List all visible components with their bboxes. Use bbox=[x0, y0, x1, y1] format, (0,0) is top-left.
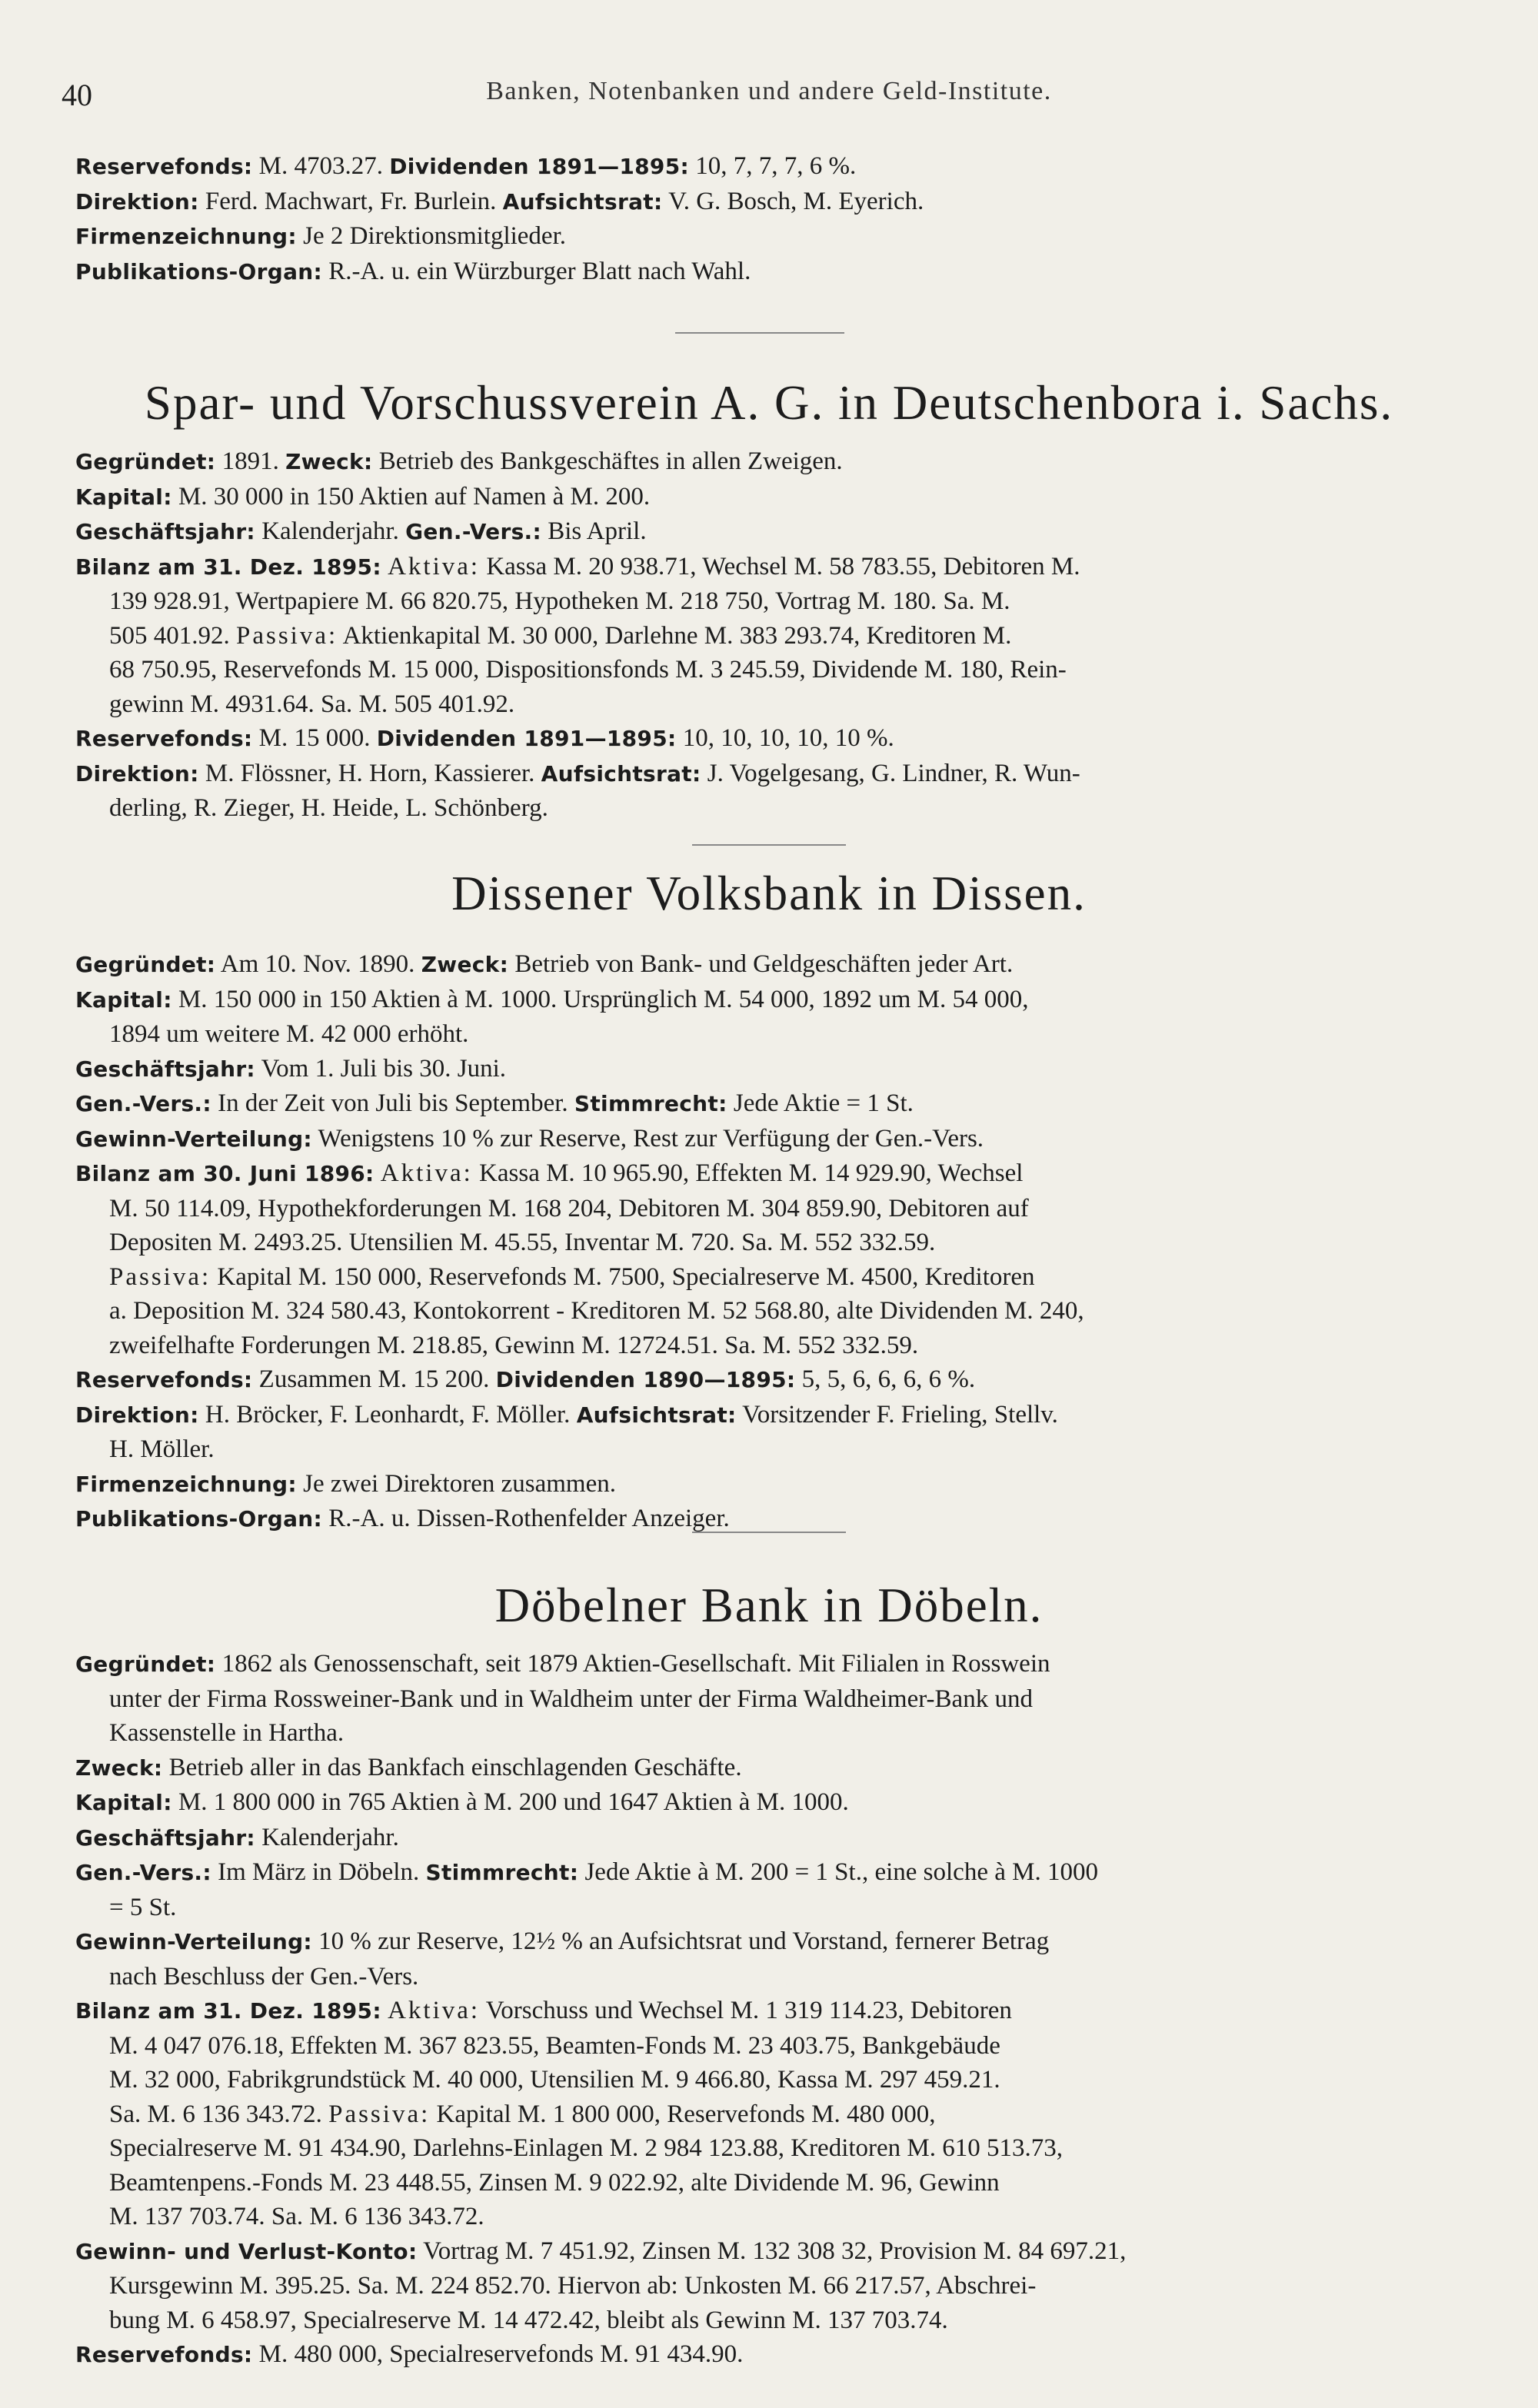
text-line bbox=[75, 1052, 1433, 1087]
entry-label: Gewinn-Verteilung: bbox=[75, 1126, 312, 1152]
text-line bbox=[75, 983, 1433, 1018]
entry-label: Publikations-Organ: bbox=[75, 258, 323, 284]
text-line bbox=[75, 947, 1433, 983]
entry-label: Zweck: bbox=[285, 449, 373, 474]
text-line bbox=[75, 1086, 1433, 1122]
text-line bbox=[75, 1891, 1433, 1925]
text-line bbox=[75, 1260, 1433, 1295]
text-line bbox=[75, 1682, 1433, 1717]
entry-label: Bilanz am 30. Juni 1896: bbox=[75, 1161, 375, 1186]
text-line bbox=[75, 687, 1433, 722]
entry-label: Aufsichtsrat: bbox=[576, 1402, 737, 1428]
balance-side-label: Passiva: bbox=[328, 2100, 431, 2128]
entry-text: Betrieb von Bank- und Geldgeschäften jeder Art. bbox=[508, 950, 1014, 978]
section-body bbox=[75, 947, 1433, 1537]
entry-label: Geschäftsjahr: bbox=[75, 519, 255, 544]
entry-label: Stimmrecht: bbox=[425, 1860, 579, 1885]
text-line bbox=[75, 2200, 1433, 2234]
entry-label: Gen.-Vers.: bbox=[405, 519, 541, 544]
entry-text: 10, 10, 10, 10, 10 %. bbox=[676, 724, 894, 752]
text-line bbox=[75, 721, 1433, 757]
entry-text: M. 1 800 000 in 765 Aktien à M. 200 und 1647 Aktien à M. 1000. bbox=[171, 1788, 849, 1816]
text-line bbox=[75, 514, 1433, 550]
text-line bbox=[75, 2166, 1433, 2200]
entry-text: Kapital M. 1 800 000, Reservefonds M. 480 000, bbox=[430, 2100, 936, 2128]
section-title: Döbelner Bank in Döbeln. bbox=[494, 1578, 1044, 1632]
section-title: Spar- und Vorschussverein A. G. in Deutschenbora i. Sachs. bbox=[144, 376, 1394, 430]
entry-text: 5, 5, 6, 6, 6, 6 %. bbox=[795, 1365, 976, 1393]
entry-label: Zweck: bbox=[75, 1754, 163, 1781]
entry-text: Depositen M. 2493.25. Utensilien M. 45.55, Inventar M. 720. Sa. M. 552 332.59. bbox=[109, 1229, 936, 1256]
entry-label: Reservefonds: bbox=[75, 154, 253, 179]
entry-label: Publikations-Organ: bbox=[75, 1506, 323, 1532]
entry-text: M. 150 000 in 150 Aktien à M. 1000. Ursprünglich M. 54 000, 1892 um M. 54 000, bbox=[171, 985, 1029, 1013]
entry-text: H. Möller. bbox=[109, 1435, 215, 1463]
entry-text: Bis April. bbox=[541, 517, 647, 545]
section-title: Dissener Volksbank in Dissen. bbox=[451, 866, 1087, 920]
entry-text: Vorschuss und Wechsel M. 1 319 114.23, Debitoren bbox=[480, 1997, 1012, 2024]
text-line bbox=[75, 1017, 1433, 1052]
entry-text: Sa. M. 6 136 343.72. bbox=[109, 2100, 329, 2128]
text-line bbox=[75, 1294, 1433, 1329]
entry-label: Bilanz am 31. Dez. 1895: bbox=[75, 554, 381, 580]
entry-text: V. G. Bosch, M. Eyerich. bbox=[662, 187, 924, 215]
text-line bbox=[75, 2234, 1433, 2270]
entry-text: bung M. 6 458.97, Specialreserve M. 14 472.42, bleibt als Gewinn M. 137 703.74. bbox=[109, 2306, 948, 2334]
entry-label: Gegründet: bbox=[75, 449, 216, 474]
text-line bbox=[75, 1855, 1433, 1891]
entry-label: Aufsichtsrat: bbox=[541, 760, 701, 787]
text-line bbox=[75, 1122, 1433, 1157]
text-line bbox=[75, 791, 1433, 826]
balance-side-label: Passiva: bbox=[109, 1262, 211, 1291]
entry-text: Kassa M. 10 965.90, Effekten M. 14 929.90, Wechsel bbox=[472, 1159, 1024, 1187]
entry-text: Betrieb des Bankgeschäftes in allen Zweigen. bbox=[372, 447, 843, 475]
page-number: 40 bbox=[62, 78, 92, 112]
text-line bbox=[75, 1432, 1433, 1467]
entry-text: = 5 St. bbox=[109, 1893, 177, 1921]
entry-text: Kalenderjahr. bbox=[255, 517, 406, 545]
entry-label: Gewinn- und Verlust-Konto: bbox=[75, 2238, 418, 2264]
entry-text: Zusammen M. 15 200. bbox=[252, 1365, 496, 1393]
entry-label: Dividenden 1890—1895: bbox=[495, 1367, 796, 1392]
entry-text: 68 750.95, Reservefonds M. 15 000, Dispositionsfonds M. 3 245.59, Dividende M. 180, Rein- bbox=[109, 656, 1067, 683]
top-entry-block bbox=[75, 149, 1433, 289]
entry-label: Gegründet: bbox=[75, 1651, 216, 1677]
text-line bbox=[75, 2337, 1433, 2373]
text-line bbox=[75, 550, 1433, 585]
entry-label: Bilanz am 31. Dez. 1895: bbox=[75, 1998, 381, 2024]
entry-text: a. Deposition M. 324 580.43, Kontokorrent - Kreditoren M. 52 568.80, alte Dividenden M. 240, bbox=[109, 1297, 1084, 1325]
divider-rule bbox=[692, 844, 846, 846]
text-line bbox=[75, 2269, 1433, 2303]
text-line bbox=[75, 1192, 1433, 1226]
divider-rule bbox=[675, 332, 844, 334]
running-title: Banken, Notenbanken und andere Geld-Institute. bbox=[486, 77, 1052, 105]
entry-text bbox=[381, 553, 388, 580]
entry-label: Gen.-Vers.: bbox=[75, 1860, 211, 1885]
entry-text: Je 2 Direktionsmitglieder. bbox=[296, 222, 566, 250]
entry-text: zweifelhafte Forderungen M. 218.85, Gewinn M. 12724.51. Sa. M. 552 332.59. bbox=[109, 1331, 919, 1359]
entry-text: Kursgewinn M. 395.25. Sa. M. 224 852.70. Hiervon ab: Unkosten M. 66 217.57, Abschrei- bbox=[109, 2272, 1037, 2300]
entry-text: nach Beschluss der Gen.-Vers. bbox=[109, 1962, 419, 1991]
entry-label: Direktion: bbox=[75, 760, 199, 787]
entry-label: Gewinn-Verteilung: bbox=[75, 1929, 312, 1954]
entry-label: Kapital: bbox=[75, 484, 172, 510]
entry-text: Vom 1. Juli bis 30. Juni. bbox=[255, 1054, 507, 1083]
entry-text: Jede Aktie à M. 200 = 1 St., eine solche à M. 1000 bbox=[578, 1858, 1098, 1886]
entry-text: unter der Firma Rossweiner-Bank und in Waldheim unter der Firma Waldheimer-Bank und bbox=[109, 1685, 1033, 1713]
entry-text: Kassenstelle in Hartha. bbox=[109, 1719, 345, 1747]
entry-text: Wenigstens 10 % zur Reserve, Rest zur Verfügung der Gen.-Vers. bbox=[311, 1124, 984, 1152]
text-line bbox=[75, 1329, 1433, 1363]
text-line bbox=[75, 1994, 1433, 2029]
text-line bbox=[75, 584, 1433, 619]
entry-text: Kalenderjahr. bbox=[255, 1823, 399, 1851]
text-line bbox=[75, 2303, 1433, 2338]
entry-label: Firmenzeichnung: bbox=[75, 224, 297, 249]
entry-text: Kapital M. 150 000, Reservefonds M. 7500, Specialreserve M. 4500, Kreditoren bbox=[211, 1262, 1035, 1291]
text-line bbox=[75, 1156, 1433, 1192]
entry-text: J. Vogelgesang, G. Lindner, R. Wun- bbox=[701, 759, 1080, 787]
entry-label: Firmenzeichnung: bbox=[75, 1471, 297, 1497]
entry-text: M. 32 000, Fabrikgrundstück M. 40 000, Utensilien M. 9 466.80, Kassa M. 297 459.21. bbox=[109, 2066, 1000, 2094]
entry-label: Direktion: bbox=[75, 188, 199, 215]
text-line bbox=[75, 1785, 1433, 1821]
entry-text: Am 10. Nov. 1890. bbox=[215, 950, 421, 978]
balance-side-label: Aktiva: bbox=[380, 1159, 473, 1187]
entry-text: Je zwei Direktoren zusammen. bbox=[296, 1469, 616, 1498]
text-line bbox=[75, 619, 1433, 654]
text-line bbox=[75, 1751, 1433, 1786]
text-line bbox=[75, 2029, 1433, 2064]
entry-text: 1894 um weitere M. 42 000 erhöht. bbox=[109, 1020, 469, 1048]
entry-text: Im März in Döbeln. bbox=[211, 1858, 426, 1886]
text-line bbox=[75, 1398, 1433, 1433]
entry-label: Gen.-Vers.: bbox=[75, 1091, 211, 1116]
divider-rule bbox=[692, 1532, 846, 1533]
entry-text: M. Flössner, H. Horn, Kassierer. bbox=[198, 759, 541, 787]
entry-text: Specialreserve M. 91 434.90, Darlehns-Einlagen M. 2 984 123.88, Kreditoren M. 610 513.73, bbox=[109, 2134, 1064, 2162]
entry-label: Zweck: bbox=[421, 952, 509, 977]
balance-side-label: Aktiva: bbox=[388, 1997, 481, 2024]
text-line bbox=[75, 1647, 1433, 1682]
text-line bbox=[75, 1362, 1433, 1398]
entry-label: Direktion: bbox=[75, 1402, 199, 1428]
entry-label: Geschäftsjahr: bbox=[75, 1824, 255, 1851]
entry-text: M. 50 114.09, Hypothekforderungen M. 168 204, Debitoren M. 304 859.90, Debitoren auf bbox=[109, 1194, 1029, 1222]
entry-text: R.-A. u. Dissen-Rothenfelder Anzeiger. bbox=[322, 1505, 730, 1532]
balance-side-label: Passiva: bbox=[236, 621, 338, 650]
entry-text: 1891. bbox=[215, 447, 286, 475]
entry-label: Geschäftsjahr: bbox=[75, 1056, 255, 1082]
text-line bbox=[75, 1226, 1433, 1260]
entry-text: M. 4703.27. bbox=[252, 152, 390, 180]
text-line bbox=[75, 1467, 1433, 1502]
entry-text: M. 30 000 in 150 Aktien auf Namen à M. 200. bbox=[171, 482, 651, 511]
text-line bbox=[75, 185, 1433, 220]
text-line bbox=[75, 757, 1433, 792]
entry-text: R.-A. u. ein Würzburger Blatt nach Wahl. bbox=[322, 257, 751, 285]
text-line bbox=[75, 1821, 1433, 1856]
text-line bbox=[75, 2063, 1433, 2097]
entry-text: 139 928.91, Wertpapiere M. 66 820.75, Hypotheken M. 218 750, Vortrag M. 180. Sa. M. bbox=[109, 587, 1010, 615]
entry-label: Dividenden 1891—1895: bbox=[389, 154, 689, 179]
text-line bbox=[75, 1716, 1433, 1751]
entry-text: Betrieb aller in das Bankfach einschlagenden Geschäfte. bbox=[162, 1753, 742, 1781]
text-line bbox=[75, 653, 1433, 687]
entry-text: Aktienkapital M. 30 000, Darlehne M. 383 293.74, Kreditoren M. bbox=[338, 621, 1012, 650]
text-line bbox=[75, 2097, 1433, 2132]
entry-label: Kapital: bbox=[75, 986, 172, 1013]
entry-text: M. 137 703.74. Sa. M. 6 136 343.72. bbox=[109, 2203, 484, 2230]
entry-label: Reservefonds: bbox=[75, 1367, 253, 1392]
section-body bbox=[75, 444, 1433, 826]
text-line bbox=[75, 1924, 1433, 1960]
entry-label: Kapital: bbox=[75, 1790, 172, 1815]
entry-text: Vortrag M. 7 451.92, Zinsen M. 132 308 32, Provision M. 84 697.21, bbox=[417, 2237, 1127, 2265]
entry-text: M. 4 047 076.18, Effekten M. 367 823.55, Beamten-Fonds M. 23 403.75, Bankgebäude bbox=[109, 2031, 1000, 2060]
entry-label: Aufsichtsrat: bbox=[502, 188, 663, 215]
entry-label: Stimmrecht: bbox=[574, 1091, 727, 1116]
balance-side-label: Aktiva: bbox=[388, 552, 481, 580]
text-line bbox=[75, 219, 1433, 254]
entry-text: H. Bröcker, F. Leonhardt, F. Möller. bbox=[198, 1400, 577, 1429]
text-line bbox=[75, 149, 1433, 185]
entry-text: M. 480 000, Specialreservefonds M. 91 434.90. bbox=[252, 2340, 744, 2368]
entry-text: derling, R. Zieger, H. Heide, L. Schönberg. bbox=[109, 794, 548, 822]
entry-text: Ferd. Machwart, Fr. Burlein. bbox=[198, 187, 503, 215]
entry-label: Gegründet: bbox=[75, 952, 216, 977]
text-line bbox=[75, 480, 1433, 515]
entry-text: Kassa M. 20 938.71, Wechsel M. 58 783.55, Debitoren M. bbox=[480, 552, 1080, 580]
entry-label: Dividenden 1891—1895: bbox=[376, 726, 677, 751]
entry-text: Jede Aktie = 1 St. bbox=[727, 1089, 914, 1117]
section-body bbox=[75, 1647, 1433, 2373]
text-line bbox=[75, 444, 1433, 480]
entry-text bbox=[381, 1997, 388, 2024]
text-line bbox=[75, 2131, 1433, 2166]
entry-text: In der Zeit von Juli bis September. bbox=[211, 1089, 574, 1117]
entry-text bbox=[375, 1159, 381, 1187]
entry-label: Reservefonds: bbox=[75, 2342, 253, 2367]
entry-text: Beamtenpens.-Fonds M. 23 448.55, Zinsen M. 9 022.92, alte Dividende M. 96, Gewinn bbox=[109, 2168, 1000, 2197]
entry-text: Vorsitzender F. Frieling, Stellv. bbox=[736, 1400, 1058, 1429]
entry-text: gewinn M. 4931.64. Sa. M. 505 401.92. bbox=[109, 690, 515, 718]
entry-text: 10 % zur Reserve, 12½ % an Aufsichtsrat und Vorstand, fernerer Betrag bbox=[311, 1927, 1050, 1955]
text-line bbox=[75, 254, 1433, 290]
entry-text: 10, 7, 7, 7, 6 %. bbox=[689, 152, 857, 180]
page-header bbox=[62, 77, 1476, 123]
entry-text: 1862 als Genossenschaft, seit 1879 Aktien-Gesellschaft. Mit Filialen in Rosswein bbox=[215, 1650, 1050, 1678]
entry-label: Reservefonds: bbox=[75, 726, 253, 751]
entry-text: M. 15 000. bbox=[252, 724, 377, 752]
text-line bbox=[75, 1960, 1433, 1994]
entry-text: 505 401.92. bbox=[109, 621, 236, 650]
